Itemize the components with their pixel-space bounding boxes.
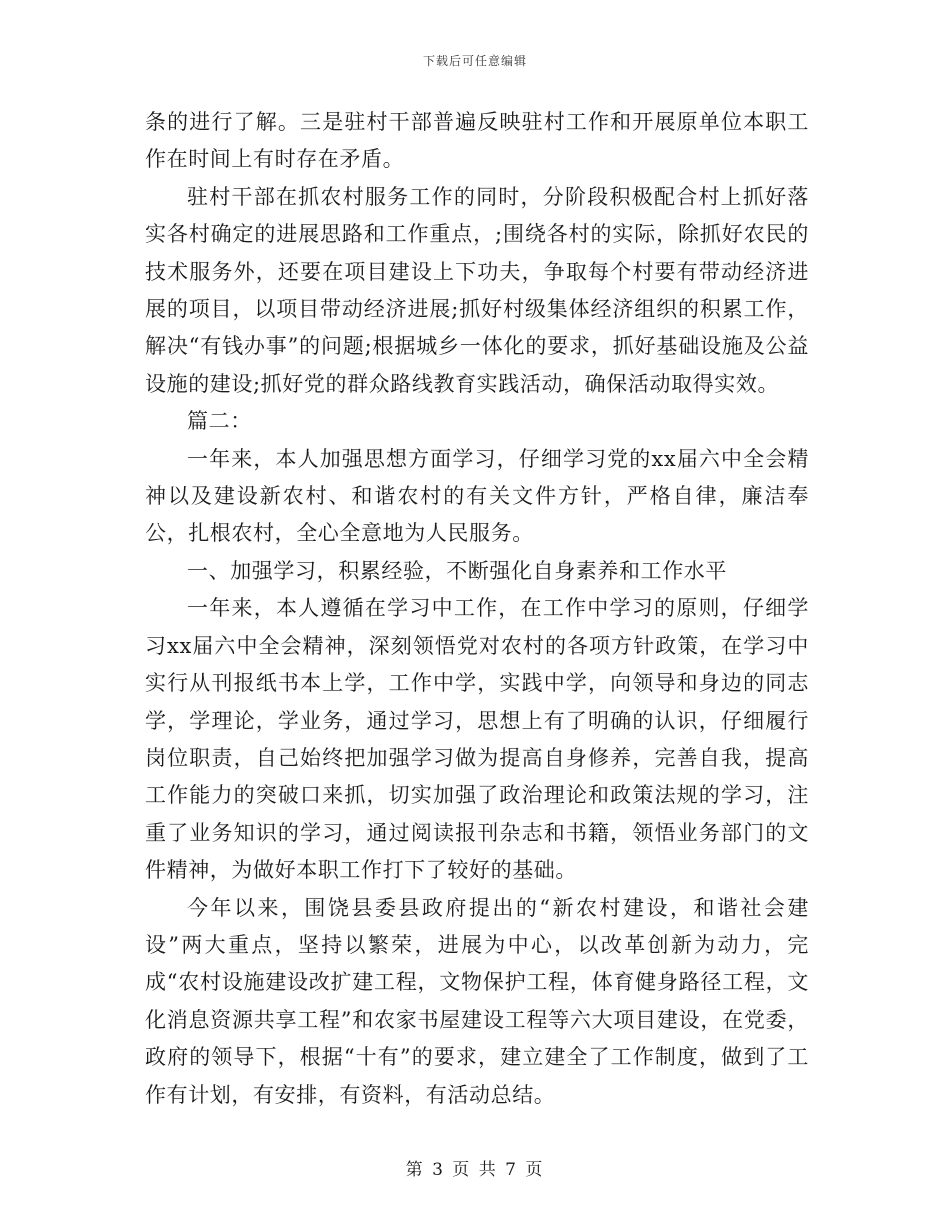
- page-header-note: 下载后可任意编辑: [422, 54, 527, 68]
- paragraph-1: 条的进行了解。三是驻村干部普遍反映驻村工作和开展原单位本职工作在时间上有时存在矛盾。: [145, 110, 809, 172]
- paragraph-5: 今年以来，围饶县委县政府提出的“新农村建设，和谐社会建设”两大重点，坚持以繁荣，进展为中心，以改革创新为动力，完成“农村设施建设改扩建工程，文物保护工程，体育健身路径工程，文化消息资源共享工程”和农家书屋建设工程等六大项目建设，在党委，政府的领导下，根据“十有”的要求，建立建全了工作制度，做到了工作有计划，有安排，有资料，有活动总结。: [145, 895, 809, 1107]
- paragraph-2: 驻村干部在抓农村服务工作的同时，分阶段积极配合村上抓好落实各村确定的进展思路和工作重点，;围绕各村的实际，除抓好农民的技术服务外，还要在项目建设上下功夫，争取每个村要有带动经济进展的项目，以项目带动经济进展;抓好村级集体经济组织的积累工作，解决“有钱办事”的问题;根据城乡一体化的要求，抓好基础设施及公益设施的建设;抓好党的群众路线教育实践活动，确保活动取得实效。: [145, 184, 809, 396]
- subsection-heading-1: 一、加强学习，积累经验，不断强化自身素养和工作水平: [187, 558, 727, 583]
- paragraph-3: 一年来，本人加强思想方面学习，仔细学习党的xx届六中全会精神以及建设新农村、和谐农村的有关文件方针，严格自律，廉洁奉公，扎根农村，全心全意地为人民服务。: [145, 446, 809, 546]
- document-body: [145, 104, 809, 1114]
- paragraph-4: 一年来，本人遵循在学习中工作，在工作中学习的原则，仔细学习xx届六中全会精神，深刻领悟党对农村的各项方针政策，在学习中实行从刊报纸书本上学，工作中学，实践中学，向领导和身边的同志学，学理论，学业务，通过学习，思想上有了明确的认识，仔细履行岗位职责，自己始终把加强学习做为提高自身修养，完善自我，提高工作能力的突破口来抓，切实加强了政治理论和政策法规的学习，注重了业务知识的学习，通过阅读报刊杂志和书籍，领悟业务部门的文件精神，为做好本职工作打下了较好的基础。: [145, 596, 809, 883]
- section-heading-part-two: 篇二：: [187, 409, 252, 434]
- page-number-footer: 第 3 页 共 7 页: [405, 1160, 545, 1180]
